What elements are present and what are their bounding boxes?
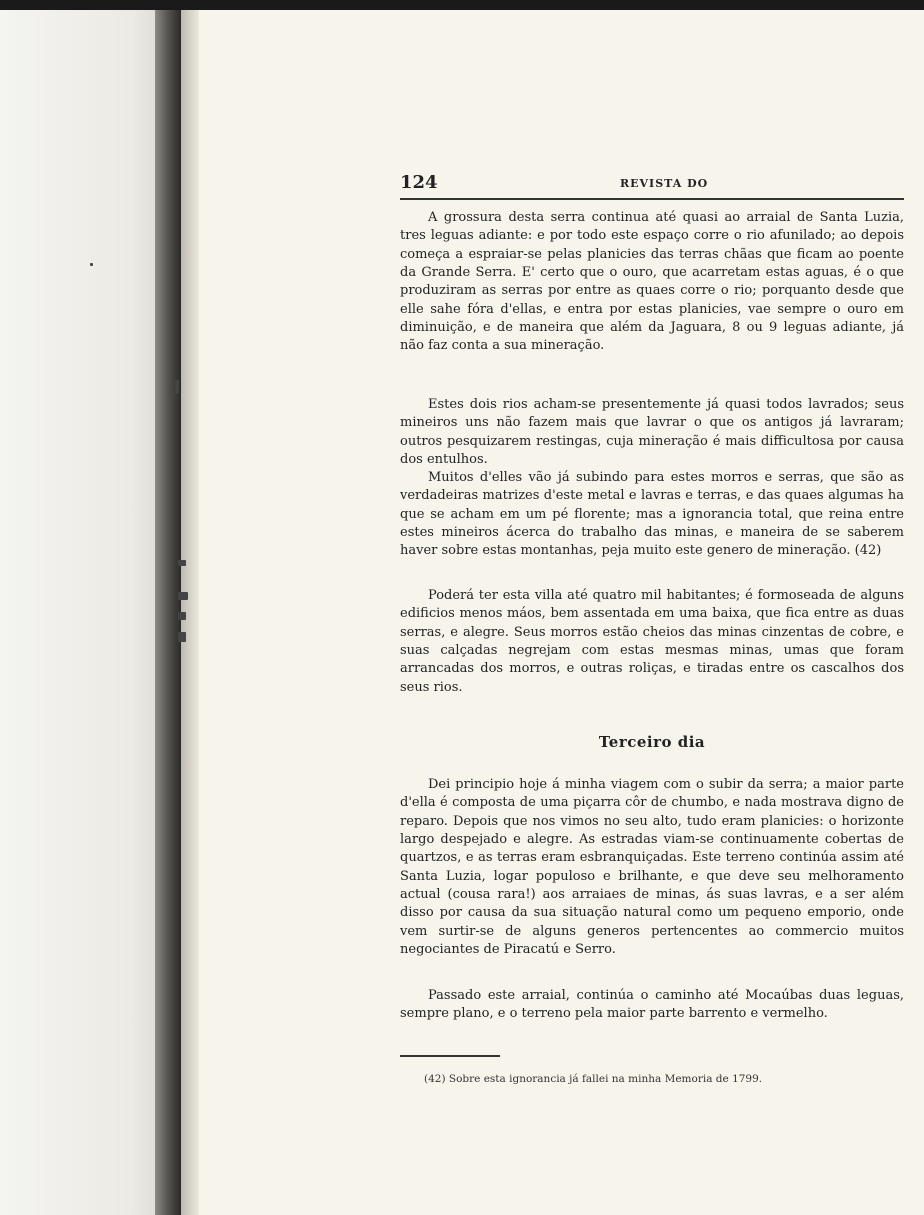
scan-top-edge — [0, 0, 924, 10]
margin-mark — [178, 560, 186, 566]
section-heading: Terceiro dia — [598, 733, 706, 751]
footnote-rule — [400, 1055, 500, 1057]
margin-mark — [178, 632, 186, 642]
paragraph: Dei principio hoje á minha viagem com o subir da serra; a maior parte d'ella é composta de uma piçarra côr de chumbo, e nada mostrava digno de reparo. Depois que nos vimos no seu alto, tudo eram planicies: o horizonte largo despejado e alegre. As estradas viam-se continuamente cobertas de quartzos, e as terras eram esbranquiçadas. Este terreno continúa assim até Santa Luzia, logar populoso e brilhante, e que deve seu melhoramento actual (cousa rara!) aos arraiaes de minas, ás suas lavras, e a ser além disso por causa da sua situação natural como um pequeno emporio, onde vem surtir-se de alguns generos pertencentes ao commercio muitos negociantes de Piracatú e Serro. — [400, 777, 904, 958]
paragraph-block — [400, 776, 904, 959]
paragraph: A grossura desta serra continua até quasi ao arraial de Santa Luzia, tres leguas adiante: e por todo este espaço corre o rio afunilado; ao depois começa a espraiar-se pelas planicies das terras chãas que ficam ao poente da Grande Serra. E' certo que o ouro, que acarretam estas aguas, é o que produziram as serras por entre as quaes corre o rio; porquanto desde que elle sahe fóra d'ellas, e entra por estas planicies, vae sempre o ouro em diminuição, e de maneira que além da Jaguara, 8 ou 9 leguas adiante, já não faz conta a sua mineração. — [400, 210, 904, 354]
footnote: (42) Sobre esta ignorancia já fallei na minha Memoria de 1799. — [424, 1073, 763, 1085]
page-header — [400, 172, 904, 198]
paragraph-block — [400, 587, 904, 697]
running-head: REVISTA DO — [620, 177, 709, 190]
margin-mark — [175, 380, 179, 394]
paragraph-block — [400, 987, 904, 1024]
paragraph: Muitos d'elles vão já subindo para estes morros e serras, que são as verdadeiras matrizes d'este metal e lavras e terras, e das quaes algumas ha que se acham em um pé florente; mas a ignorancia total, que reina entre estes mineiros ácerca do trabalho das minas, e maneira de se saberem haver sobre estas montanhas, peja muito este genero de mineração. (42) — [400, 470, 904, 559]
paragraph: Passado este arraial, continúa o caminho até Mocaúbas duas leguas, sempre plano, e o terreno pela maior parte barrento e vermelho. — [400, 988, 904, 1022]
paragraph: Poderá ter esta villa até quatro mil habitantes; é formoseada de alguns edificios menos máos, bem assentada em uma baixa, que fica entre as duas serras, e alegre. Seus morros estão cheios das minas cinzentas de cobre, e suas calçadas negrejam com estas mesmas minas, umas que foram arrancadas dos morros, e outras roliças, e tiradas entre os cascalhos dos seus rios. — [400, 588, 904, 695]
paragraph: Estes dois rios acham-se presentemente já quasi todos lavrados; seus mineiros uns não fazem mais que lavrar o que os antigos já lavraram; outros pesquizarem restingas, cuja mineração é mais difficultosa por causa dos entulhos. — [400, 397, 904, 468]
margin-mark — [178, 612, 186, 620]
header-rule — [400, 198, 904, 200]
paragraph-block — [400, 469, 904, 561]
margin-mark — [90, 263, 93, 266]
page-number: 124 — [400, 172, 438, 193]
paragraph-block — [400, 396, 904, 469]
paragraph-block — [400, 209, 904, 356]
margin-mark — [178, 592, 188, 600]
